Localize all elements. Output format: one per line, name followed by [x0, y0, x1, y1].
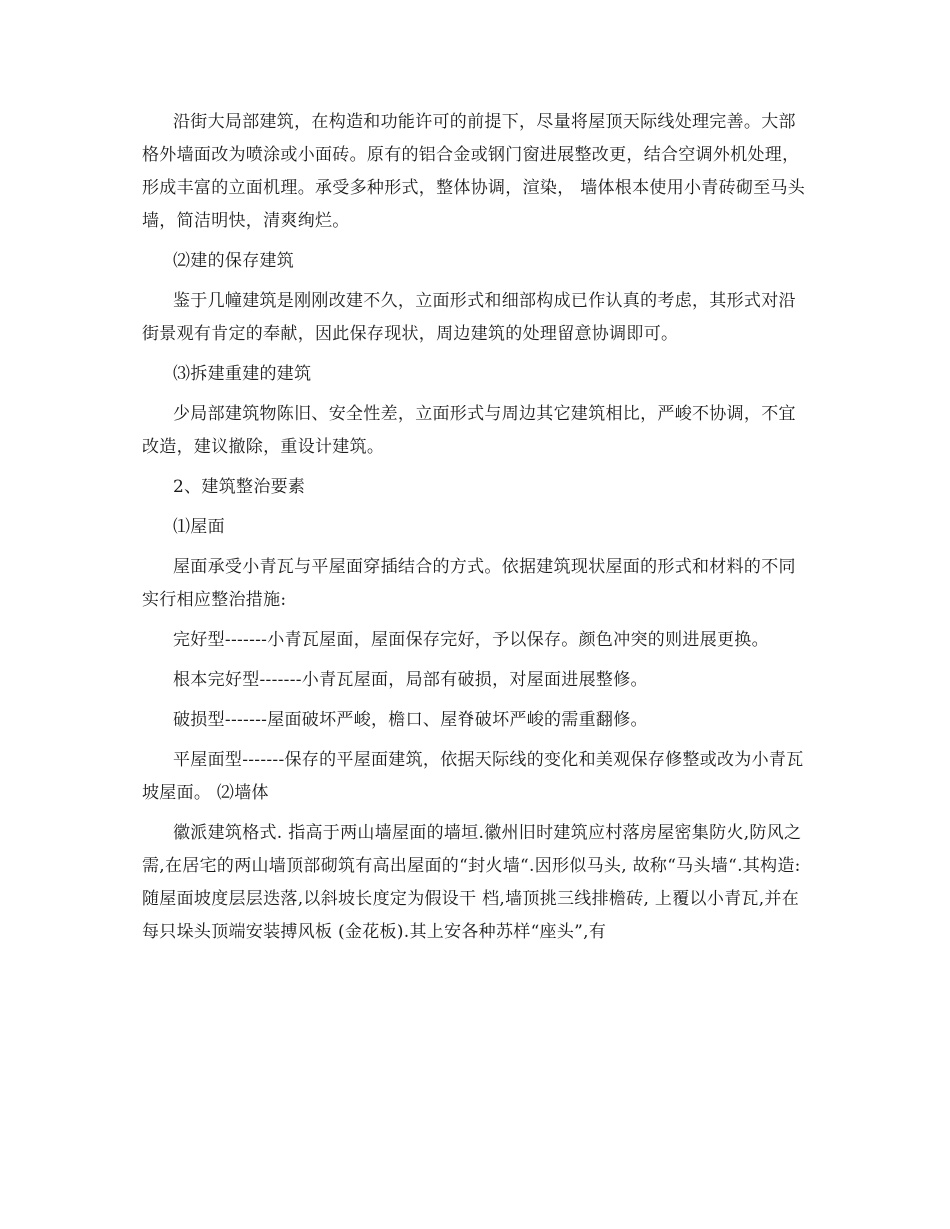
heading-preserved-buildings: ⑵建的保存建筑	[173, 251, 295, 271]
paragraph-roof-approach: 屋面承受小青瓦与平屋面穿插结合的方式。依据建筑现状屋面的形式和材料的不同实行相应整治措施:	[142, 557, 796, 610]
paragraph-roof-intact: 完好型-------小青瓦屋面，屋面保存完好，予以保存。颜色冲突的则进展更换。	[173, 630, 769, 650]
document-body	[142, 106, 810, 949]
paragraph-roof-mostly-intact: 根本完好型-------小青瓦屋面，局部有破损，对屋面进展整修。	[173, 670, 648, 690]
paragraph-roof-flat: 平屋面型-------保存的平屋面建筑，依据天际线的变化和美观保存修整或改为小青瓦坡屋面。 ⑵墙体	[142, 750, 804, 803]
paragraph-demolish-rebuild: 少局部建筑物陈旧、安全性差，立面形式与周边其它建筑相比，严峻不协调，不宜改造，建议撤除，重设计建筑。	[142, 404, 796, 457]
heading-roof: ⑴屋面	[173, 517, 225, 537]
paragraph-street-buildings: 沿街大局部建筑，在构造和功能许可的前提下，尽量将屋顶天际线处理完善。大部格外墙面改为喷涂或小面砖。原有的铝合金或钢门窗进展整改更，结合空调外机处理，形成丰富的立面机理。承受多种形式，整体协调，渲染， 墙体根本使用小青砖砌至马头墙，简洁明快，清爽绚烂。	[142, 112, 806, 231]
heading-renovation-elements: 2、建筑整治要素	[173, 477, 306, 497]
paragraph-preserved-buildings: 鉴于几幢建筑是刚刚改建不久，立面形式和细部构成已作认真的考虑，其形式对沿街景观有肯定的奉献，因此保存现状，周边建筑的处理留意协调即可。	[142, 291, 796, 344]
paragraph-horse-head-wall: 徽派建筑格式. 指高于两山墙屋面的墙垣.徽州旧时建筑应村落房屋密集防火,防风之需,在居宅的两山墙顶部砌筑有高出屋面的“封火墙“.因形似马头, 故称“马头墙“.其构造:随屋面坡度层层迭落,以斜坡长度定为假设干 档,墙顶挑三线排檐砖, 上覆以小青瓦,并在每只垛头顶端安装搏风板 (金花板).其上安各种苏样“座头”,有	[142, 823, 802, 942]
heading-demolish-rebuild: ⑶拆建重建的建筑	[173, 364, 312, 384]
paragraph-roof-damaged: 破损型-------屋面破坏严峻，檐口、屋脊破坏严峻的需重翻修。	[173, 710, 648, 730]
